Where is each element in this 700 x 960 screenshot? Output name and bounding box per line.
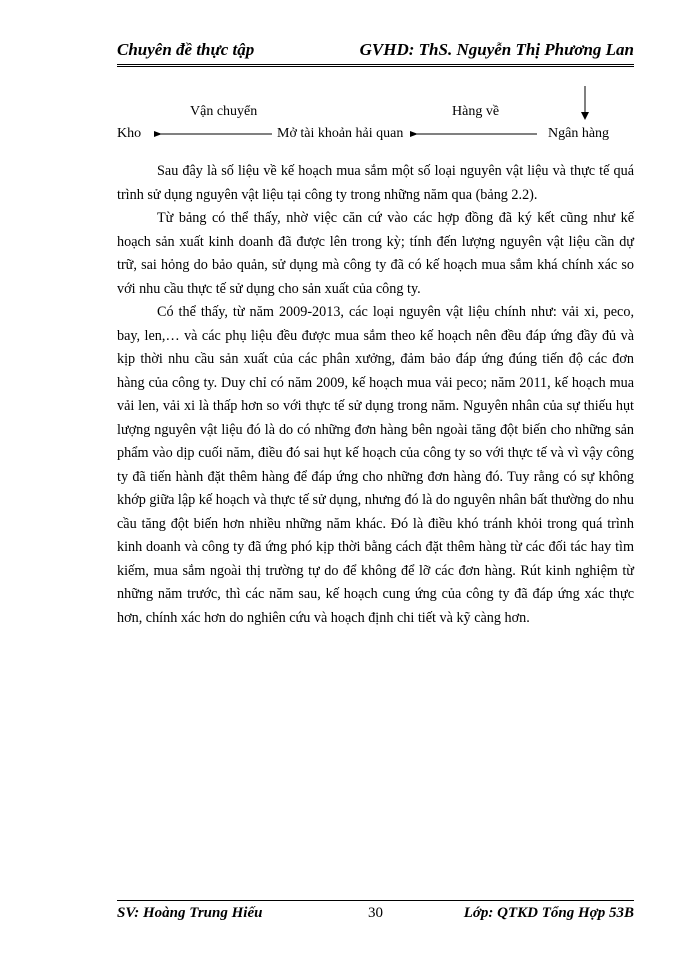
footer-student: SV: Hoàng Trung Hiếu: [117, 905, 263, 921]
flow-label-goods: Hàng về: [452, 104, 500, 119]
body-text: [117, 160, 634, 630]
paragraph-3: Có thể thấy, từ năm 2009-2013, các loại nguyên vật liệu chính như: vải xi, peco, bay, len,… và các phụ liệu đều được mua sắm theo kế hoạch nên đều đáp ứng đầy đủ và kịp thời nhu cầu sản xuất của các phân xưởng, đảm bảo đáp ứng đúng tiến độ các đơn hàng của công ty. Duy chỉ có năm 2009, kế hoạch mua vải peco; năm 2011, kế hoạch mua vải len, vải xi là thấp hơn so với thực tế sử dụng trong năm. Nguyên nhân của sự thiếu hụt lượng nguyên vật liệu đó là do có những đơn hàng bên ngoài tăng đột biến cho những sản phẩm vào dịp cuối năm, điều đó sai hụt kế hoạch của công ty so với thực tế và vì vậy công ty đã tiến hành đặt thêm hàng để đáp ứng cho những đơn hàng đó. Tuy rằng có sự không khớp giữa lập kế hoạch và thực tế sử dụng, nhưng đó là do nguyên nhân bất thường do nhu cầu tăng đột biến hơn nhiều những năm khác. Đó là điều khó tránh khỏi trong quá trình kinh doanh và công ty đã ứng phó kịp thời bằng cách đặt thêm hàng từ các đối tác hay tìm kiếm, mua sắm ngoài thị trường tự do để không để lỡ các đơn hàng. Rút kinh nghiệm từ những năm trước, thì các năm sau, kế hoạch cung ứng của công ty đã đáp ứng xác thực hơn, chính xác hơn do nghiên cứu và hoạch định chi tiết và kỹ càng hơn.: [117, 304, 634, 626]
arrow-down-head: [581, 112, 589, 120]
flow-diagram: [117, 96, 637, 146]
page-footer: [117, 900, 634, 931]
header-topic: Chuyên đề thực tập: [117, 40, 255, 59]
header-advisor: GVHD: ThS. Nguyễn Thị Phương Lan: [359, 40, 634, 59]
flow-node-warehouse: Kho: [117, 126, 142, 141]
footer-class: Lớp: QTKD Tổng Hợp 53B: [463, 905, 634, 921]
paragraph-2: Từ bảng có thể thấy, nhờ việc căn cứ vào các hợp đồng đã ký kết cũng như kế hoạch sản xuất kinh doanh đã được lên trong kỳ; tính đến lượng nguyên vật liệu cần dự trữ, sai hỏng do bảo quản, sử dụng mà công ty đã có kế hoạch mua sắm khá chính xác so với nhu cầu thực tế sử dụng cho sản xuất của công ty.: [117, 210, 634, 297]
paragraph-1: Sau đây là số liệu về kế hoạch mua sắm một số loại nguyên vật liệu và thực tế quá trình sử dụng nguyên vật liệu tại công ty trong những năm qua (bảng 2.2).: [117, 163, 634, 203]
flow-node-bank: Ngân hàng: [548, 126, 610, 141]
flow-label-transport: Vận chuyển: [190, 104, 258, 119]
flow-node-customs: Mở tài khoản hải quan: [277, 126, 404, 141]
flow-arrows: [117, 96, 637, 146]
page-header: [117, 40, 634, 67]
page-number: 30: [368, 905, 383, 921]
